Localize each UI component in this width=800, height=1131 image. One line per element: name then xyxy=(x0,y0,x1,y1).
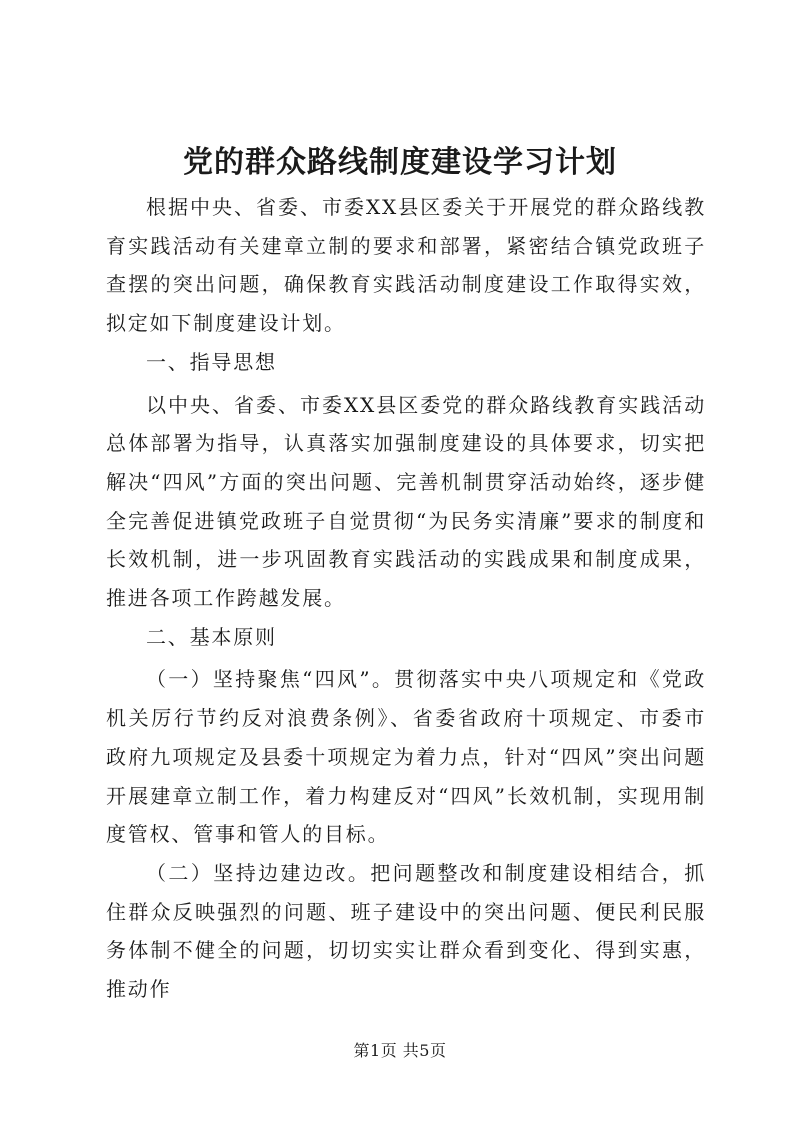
section-heading-guiding-ideology: 一、指导思想 xyxy=(146,349,277,374)
guiding-ideology-paragraph: 以中央、省委、市委XX县区委党的群众路线教育实践活动总体部署为指导，认真落实加强制度建设的具体要求，切实把解决“四风”方面的突出问题、完善机制贯穿活动始终，逐步健全完善促进镇党政班子自觉贯彻“为民务实清廉”要求的制度和长效机制，进一步巩固教育实践活动的实践成果和制度成果，推进各项工作跨越发展。 xyxy=(106,392,706,611)
document-title: 党的群众路线制度建设学习计划 xyxy=(183,145,617,180)
principle-two-paragraph: （二）坚持边建边改。把问题整改和制度建设相结合，抓住群众反映强烈的问题、班子建设中的突出问题、便民利民服务体制不健全的问题，切切实实让群众看到变化、得到实惠，推动作 xyxy=(106,860,706,1002)
page-number-footer: 第1页 共5页 xyxy=(353,1041,447,1060)
document-body xyxy=(106,188,706,1009)
section-heading-basic-principles: 二、基本原则 xyxy=(146,624,277,649)
intro-paragraph: 根据中央、省委、市委XX县区委关于开展党的群众路线教育实践活动有关建章立制的要求和部署，紧密结合镇党政班子查摆的突出问题，确保教育实践活动制度建设工作取得实效，拟定如下制度建设计划。 xyxy=(106,195,706,336)
principle-one-paragraph: （一）坚持聚焦“四风”。贯彻落实中央八项规定和《党政机关厉行节约反对浪费条例》、省委省政府十项规定、市委市政府九项规定及县委十项规定为着力点，针对“四风”突出问题开展建章立制工作，着力构建反对“四风”长效机制，实现用制度管权、管事和管人的目标。 xyxy=(106,667,706,847)
